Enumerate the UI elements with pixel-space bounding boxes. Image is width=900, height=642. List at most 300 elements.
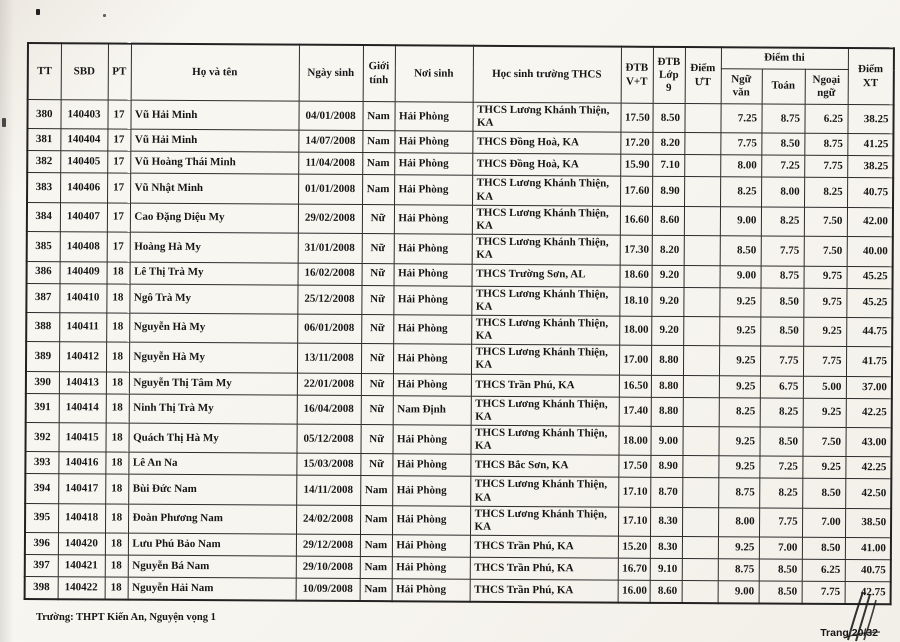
cell-diem_xt: 42.75 [845,582,891,605]
cell-diem_ut [682,507,718,537]
cell-sbd: 140421 [58,555,105,577]
cell-dtb_lop9: 8.80 [651,375,683,397]
cell-dtb_vt: 16.50 [619,375,651,397]
cell-dtb_vt: 17.20 [620,133,652,155]
cell-ngoai_ngu: 5.00 [803,376,846,398]
table-row [25,577,891,605]
cell-tt: 390 [26,371,59,393]
cell-school: THCS Lương Khánh Thiện, KA [470,506,618,536]
cell-pt: 18 [106,372,129,394]
cell-dtb_vt: 16.60 [620,206,652,236]
cell-ngu_van: 8.00 [718,507,759,537]
cell-pob: Hải Phòng [392,505,470,535]
header-dtb-lop9: ĐTB Lớp 9 [653,47,685,104]
cell-gender: Nam [360,557,392,579]
cell-diem_ut [684,133,720,155]
cell-sbd: 140412 [59,342,106,372]
cell-pt: 18 [105,504,128,534]
cell-ngoai_ngu: 8.50 [802,537,845,559]
header-gender: Giới tính [363,45,395,102]
cell-dtb_vt: 18.00 [619,316,651,346]
cell-dob: 14/11/2008 [296,476,360,506]
score-table-container [24,42,889,605]
cell-dob: 29/02/2008 [298,204,362,234]
cell-gender: Nam [362,175,394,205]
cell-ngoai_ngu: 9.75 [803,288,846,318]
cell-diem_ut [682,456,718,478]
cell-ngoai_ngu: 7.75 [804,156,847,178]
cell-toan: 7.25 [759,456,802,478]
cell-pt: 18 [105,577,128,600]
cell-ngu_van: 8.50 [720,236,761,266]
cell-tt: 391 [26,393,59,423]
cell-sbd: 140405 [60,151,107,173]
cell-dtb_vt: 17.10 [618,477,650,507]
cell-ngoai_ngu: 7.50 [802,427,845,457]
cell-gender: Nam [360,505,392,535]
header-ngu-van: Ngữ văn [721,69,762,104]
cell-pob: Hải Phòng [392,557,470,579]
cell-diem_xt: 40.75 [847,178,893,208]
cell-dob: 16/04/2008 [297,395,361,425]
cell-diem_ut [682,427,718,457]
cell-toan: 8.50 [761,133,804,155]
cell-tt: 397 [25,555,58,577]
cell-dtb_lop9: 9.20 [652,265,684,287]
cell-ngoai_ngu: 7.75 [802,581,845,604]
footer-school-note: Trường: THPT Kiến An, Nguyện vọng 1 [36,612,216,623]
cell-pob: Hải Phòng [393,344,471,374]
cell-name: Vũ Hải Minh [130,130,298,153]
cell-diem_ut [682,478,718,508]
cell-tt: 386 [27,261,60,283]
header-tt: TT [28,43,61,100]
cell-gender: Nữ [360,425,392,455]
cell-toan: 7.75 [760,346,803,376]
cell-pob: Hải Phòng [392,476,470,506]
cell-dtb_lop9: 8.80 [651,346,683,376]
header-name: Họ và tên [131,44,299,102]
cell-tt: 388 [26,312,59,342]
cell-tt: 384 [27,202,60,232]
cell-toan: 7.75 [759,508,802,538]
cell-dob: 16/02/2008 [298,263,362,285]
cell-ngoai_ngu: 7.50 [804,236,847,266]
cell-diem_xt: 41.75 [846,347,892,377]
cell-gender: Nam [360,579,392,602]
cell-dob: 13/11/2008 [297,343,361,373]
cell-dtb_vt: 15.90 [620,155,652,177]
cell-pt: 17 [107,173,130,203]
cell-diem_ut [684,177,720,207]
scan-edge-shadow [0,0,14,642]
cell-name: Nguyễn Hải Nam [128,577,296,601]
cell-sbd: 140409 [60,261,107,283]
cell-ngoai_ngu: 9.25 [803,317,846,347]
cell-school: THCS Bắc Sơn, KA [470,455,618,478]
cell-dob: 01/01/2008 [298,175,362,205]
cell-gender: Nữ [361,314,393,344]
cell-sbd: 140414 [59,393,106,423]
cell-diem_xt: 42.00 [847,207,893,237]
cell-gender: Nữ [361,344,393,374]
cell-toan: 8.50 [759,427,802,457]
cell-sbd: 140407 [60,202,107,232]
cell-dtb_lop9: 8.60 [650,580,682,603]
cell-dob: 24/02/2008 [296,505,360,535]
header-toan: Toán [762,69,805,104]
cell-dtb_lop9: 7.10 [652,155,684,177]
cell-tt: 394 [25,474,58,504]
cell-school: THCS Trần Phú, KA [470,535,618,558]
cell-name: Ninh Thị Trà My [129,394,297,424]
cell-name: Đoàn Phương Nam [128,504,296,534]
cell-toan: 8.75 [761,265,804,287]
cell-diem_xt: 40.75 [845,560,891,582]
header-diem-ut: Điểm ƯT [685,47,721,104]
cell-dtb_lop9: 8.90 [650,456,682,478]
cell-tt: 385 [27,232,60,262]
cell-pt: 18 [107,261,130,283]
cell-ngu_van: 9.25 [719,375,760,397]
cell-diem_xt: 41.25 [847,134,893,156]
cell-pt: 18 [105,555,128,577]
cell-diem_xt: 40.00 [847,237,893,267]
cell-pt: 18 [105,452,128,474]
header-diem-xt: Điểm XT [848,48,894,105]
cell-diem_ut [684,206,720,236]
cell-name: Vũ Nhật Minh [130,174,298,204]
cell-dtb_vt: 17.50 [618,455,650,477]
cell-diem_ut [684,236,720,266]
cell-dtb_lop9: 8.20 [652,133,684,155]
cell-sbd: 140411 [59,313,106,343]
cell-ngu_van: 8.25 [719,397,760,427]
cell-name: Hoàng Hà My [130,232,298,262]
cell-pob: Hải Phòng [393,373,471,395]
cell-dob: 15/03/2008 [296,454,360,476]
cell-dtb_lop9: 9.00 [650,426,682,456]
cell-tt: 387 [26,283,59,313]
cell-ngoai_ngu: 7.00 [802,508,845,538]
cell-diem_ut [683,375,719,397]
cell-sbd: 140406 [60,173,107,203]
cell-sbd: 140422 [58,577,105,600]
cell-toan: 8.50 [760,287,803,317]
cell-gender: Nữ [361,285,393,315]
table-header [28,43,894,105]
cell-name: Lưu Phú Bảo Nam [128,533,296,556]
cell-dtb_vt: 17.00 [619,345,651,375]
cell-school: THCS Lương Khánh Thiện, KA [471,315,619,345]
cell-pob: Hải Phòng [394,204,472,234]
cell-toan: 7.25 [761,155,804,177]
cell-ngu_van: 8.75 [718,559,759,581]
cell-dtb_lop9: 9.20 [651,316,683,346]
cell-ngu_van: 9.25 [718,537,759,559]
cell-pob: Hải Phòng [392,454,470,476]
cell-ngoai_ngu: 7.75 [803,346,846,376]
cell-gender: Nữ [362,234,394,264]
cell-dtb_lop9: 8.50 [652,103,684,133]
cell-pob: Hải Phòng [394,131,472,153]
cell-ngoai_ngu: 9.25 [802,457,845,479]
cell-sbd: 140416 [58,452,105,474]
cell-sbd: 140420 [58,533,105,555]
cell-school: THCS Trần Phú, KA [470,557,618,580]
cell-name: Vũ Hoàng Thái Minh [130,152,298,175]
cell-school: THCS Đồng Hoà, KA [472,154,620,177]
cell-dob: 25/12/2008 [297,285,361,315]
handwritten-signature [826,588,886,642]
cell-pt: 17 [107,232,130,262]
cell-pob: Hải Phòng [393,315,471,345]
cell-diem_xt: 42.25 [846,398,892,428]
cell-diem_xt: 43.00 [845,428,891,458]
cell-toan: 8.25 [759,478,802,508]
cell-school: THCS Lương Khánh Thiện, KA [472,102,620,132]
cell-gender: Nữ [361,395,393,425]
cell-name: Nguyễn Bá Nam [128,555,296,578]
cell-school: THCS Lương Khánh Thiện, KA [471,286,619,316]
cell-gender: Nam [362,131,394,153]
cell-toan: 8.50 [759,559,802,581]
cell-sbd: 140410 [59,283,106,313]
cell-name: Quách Thị Hà My [128,423,296,453]
cell-tt: 382 [27,151,60,173]
cell-dtb_vt: 16.70 [618,558,650,580]
cell-gender: Nam [360,476,392,506]
cell-ngoai_ngu: 6.25 [804,104,847,134]
cell-name: Nguyễn Hà My [129,342,297,372]
cell-dtb_vt: 17.60 [620,177,652,207]
cell-tt: 380 [27,100,60,130]
cell-ngu_van: 9.25 [719,317,760,347]
cell-dob: 14/07/2008 [298,131,362,153]
cell-tt: 389 [26,342,59,372]
cell-ngoai_ngu: 9.75 [804,266,847,288]
cell-pob: Hải Phòng [394,175,472,205]
cell-ngu_van: 7.75 [720,133,761,155]
scan-speck [103,14,106,17]
cell-ngu_van: 9.00 [720,206,761,236]
cell-diem_xt: 38.25 [847,156,893,178]
cell-dob: 29/10/2008 [296,556,360,578]
cell-gender: Nữ [361,373,393,395]
cell-pob: Hải Phòng [394,102,472,132]
cell-ngu_van: 8.75 [718,478,759,508]
cell-tt: 396 [25,533,58,555]
cell-school: THCS Trần Phú, KA [471,374,619,397]
cell-name: Lê Thị Trà My [130,262,298,285]
cell-ngu_van: 8.00 [720,155,761,177]
cell-diem_xt: 41.00 [845,538,891,560]
cell-school: THCS Lương Khánh Thiện, KA [470,425,618,455]
cell-sbd: 140418 [58,503,105,533]
cell-dtb_vt: 15.20 [618,536,650,558]
cell-gender: Nam [362,153,394,175]
cell-pt: 18 [105,423,128,453]
cell-pob: Hải Phòng [394,263,472,285]
cell-diem_xt: 44.75 [846,317,892,347]
cell-dob: 05/12/2008 [296,424,360,454]
cell-diem_xt: 38.25 [847,105,893,135]
cell-diem_ut [683,287,719,317]
cell-name: Vũ Hải Minh [130,100,298,130]
cell-school: THCS Lương Khánh Thiện, KA [472,205,620,235]
cell-toan: 8.25 [760,398,803,428]
cell-school: THCS Lương Khánh Thiện, KA [470,477,618,507]
cell-dob: 11/04/2008 [298,153,362,175]
cell-diem_xt: 45.25 [847,266,893,288]
cell-dtb_vt: 17.10 [618,507,650,537]
cell-diem_ut [684,155,720,177]
cell-pt: 18 [105,474,128,504]
scan-speck [2,118,6,127]
cell-dtb_lop9: 8.20 [652,235,684,265]
cell-name: Nguyễn Hà My [129,313,297,343]
cell-dtb_vt: 18.10 [619,287,651,317]
header-ngoai-ngu: Ngoại ngữ [805,69,848,104]
cell-pt: 17 [107,203,130,233]
cell-pob: Hải Phòng [392,579,470,602]
cell-tt: 395 [25,503,58,533]
header-diem-thi: Điểm thi [721,47,848,69]
cell-dtb_vt: 16.00 [618,580,650,603]
cell-ngu_van: 7.25 [720,104,761,134]
cell-dob: 06/01/2008 [297,314,361,344]
cell-name: Lê An Na [128,453,296,476]
cell-pob: Nam Định [393,395,471,425]
cell-dtb_lop9: 9.10 [650,558,682,580]
cell-sbd: 140403 [60,100,107,130]
cell-toan: 8.75 [761,104,804,134]
cell-tt: 381 [27,129,60,151]
cell-toan: 7.00 [759,537,802,559]
cell-toan: 6.75 [760,376,803,398]
cell-ngu_van: 9.25 [719,346,760,376]
cell-pt: 18 [106,313,129,343]
cell-dtb_vt: 17.50 [620,103,652,133]
cell-gender: Nam [360,535,392,557]
cell-toan: 8.50 [760,317,803,347]
cell-gender: Nam [362,102,394,132]
cell-pt: 18 [106,342,129,372]
table-body [25,100,894,605]
cell-diem_xt: 42.50 [845,479,891,509]
cell-ngoai_ngu: 6.25 [802,559,845,581]
cell-dtb_lop9: 8.30 [650,536,682,558]
cell-dob: 31/01/2008 [298,233,362,263]
cell-dob: 22/01/2008 [297,373,361,395]
cell-diem_ut [682,559,718,581]
cell-name: Cao Đặng Diệu My [130,203,298,233]
cell-diem_xt: 42.25 [845,457,891,479]
cell-name: Ngô Trà My [129,284,297,314]
cell-pob: Hải Phòng [392,425,470,455]
cell-sbd: 140415 [58,423,105,453]
cell-ngu_van: 9.25 [718,456,759,478]
header-sbd: SBD [61,43,108,100]
cell-pt: 17 [107,100,130,130]
cell-pob: Hải Phòng [392,535,470,557]
scan-speck [36,9,40,15]
cell-pob: Hải Phòng [394,234,472,264]
cell-dob: 04/01/2008 [298,101,362,131]
cell-diem_xt: 38.50 [845,508,891,538]
cell-pob: Hải Phòng [394,153,472,175]
cell-sbd: 140417 [58,474,105,504]
cell-pt: 18 [106,283,129,313]
cell-dtb_lop9: 9.20 [651,287,683,317]
cell-school: THCS Lương Khánh Thiện, KA [472,176,620,206]
cell-dtb_vt: 18.60 [620,265,652,287]
cell-ngoai_ngu: 8.75 [804,134,847,156]
score-table [24,42,895,605]
header-pt: PT [108,43,131,100]
cell-tt: 393 [25,452,58,474]
cell-toan: 8.50 [759,581,802,604]
header-dtb-vt: ĐTB V+T [621,47,653,104]
cell-diem_xt: 37.00 [846,376,892,398]
cell-dtb_lop9: 8.70 [650,478,682,508]
cell-gender: Nữ [362,204,394,234]
cell-ngu_van: 9.00 [720,265,761,287]
cell-school: THCS Lương Khánh Thiện, KA [471,344,619,374]
cell-diem_ut [684,104,720,134]
cell-school: THCS Trường Sơn, AL [472,264,620,287]
cell-sbd: 140408 [60,232,107,262]
cell-school: THCS Đồng Hoà, KA [472,132,620,155]
cell-pt: 17 [107,151,130,173]
cell-dob: 10/09/2008 [296,578,360,601]
cell-ngu_van: 9.25 [719,287,760,317]
header-school: Học sinh trường THCS [473,46,621,103]
cell-gender: Nữ [362,263,394,285]
cell-diem_ut [683,346,719,376]
header-pob: Nơi sinh [395,45,473,102]
cell-ngu_van: 9.00 [718,581,759,604]
cell-dtb_lop9: 8.60 [652,206,684,236]
cell-school: THCS Trần Phú, KA [470,579,618,602]
cell-ngoai_ngu: 8.50 [802,479,845,509]
cell-pob: Hải Phòng [393,285,471,315]
cell-diem_ut [682,537,718,559]
cell-tt: 383 [27,173,60,203]
cell-pt: 18 [105,533,128,555]
cell-diem_ut [683,316,719,346]
cell-school: THCS Lương Khánh Thiện, KA [471,396,619,426]
cell-tt: 398 [25,577,58,600]
cell-name: Nguyễn Thị Tâm My [129,372,297,395]
cell-diem_ut [683,397,719,427]
cell-dtb_vt: 17.30 [620,235,652,265]
cell-dtb_vt: 18.00 [618,426,650,456]
cell-dtb_lop9: 8.90 [652,177,684,207]
cell-ngu_van: 9.25 [718,427,759,457]
cell-diem_ut [682,581,718,604]
header-dob: Ngày sinh [299,45,363,102]
footer-page-number: Trang 20/32 [820,627,878,639]
cell-dtb_vt: 17.40 [619,397,651,427]
cell-ngoai_ngu: 8.25 [804,178,847,208]
cell-ngoai_ngu: 9.25 [803,398,846,428]
cell-sbd: 140404 [60,129,107,151]
cell-pt: 18 [106,394,129,424]
cell-ngu_van: 8.25 [720,177,761,207]
cell-diem_ut [684,265,720,287]
cell-pt: 17 [107,129,130,151]
